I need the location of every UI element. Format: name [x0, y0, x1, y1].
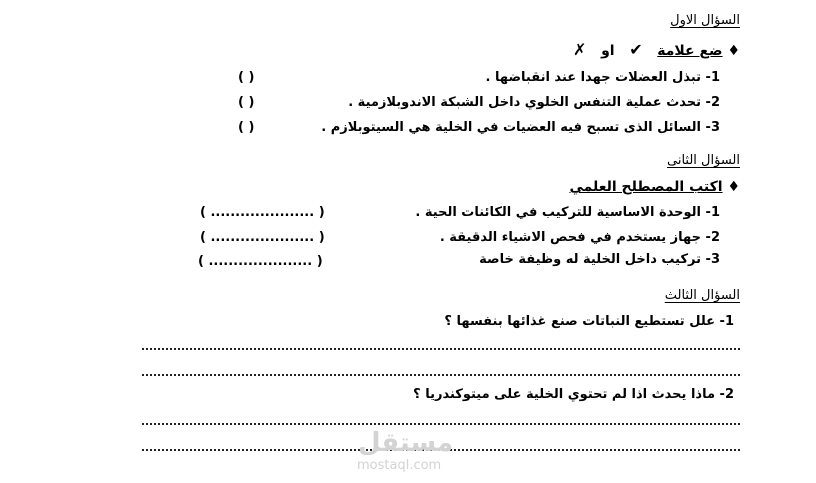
q1-answer-box-1[interactable]: ( ) — [238, 70, 255, 85]
cross-mark-icon: ✗ — [573, 40, 587, 59]
q3-title: السؤال الثالث — [664, 288, 740, 303]
q2-answer-blank-2[interactable]: ( ..................... ) — [200, 230, 325, 245]
bullet-diamond-icon: ♦ — [727, 43, 740, 59]
item-number: 1- — [705, 205, 720, 220]
or-word: او — [601, 43, 615, 59]
q3-item-2 — [413, 387, 734, 402]
item-text: ماذا يحدث اذا لم تحتوي الخلية على ميتوكندريا ؟ — [413, 387, 716, 402]
q1-answer-box-2[interactable]: ( ) — [238, 95, 255, 110]
q1-answer-box-3[interactable]: ( ) — [238, 120, 255, 135]
answer-line[interactable] — [142, 348, 740, 350]
q3-item-1 — [444, 314, 734, 329]
bullet-diamond-icon: ♦ — [727, 179, 740, 195]
q1-instruction: ضع علامة — [657, 43, 723, 59]
item-number: 2- — [705, 95, 720, 110]
item-text: تبذل العضلات جهدا عند انقباضها . — [485, 70, 702, 85]
answer-line[interactable] — [142, 423, 740, 425]
q2-item-3 — [479, 252, 720, 267]
q2-item-2 — [440, 230, 720, 245]
q1-item-2 — [348, 95, 720, 110]
answer-line[interactable] — [142, 374, 740, 376]
item-number: 3- — [705, 120, 720, 135]
item-text: تحدث عملية التنفس الخلوي داخل الشبكة الاندوبلازمية . — [348, 95, 702, 110]
item-number: 3- — [705, 252, 720, 267]
q2-answer-blank-1[interactable]: ( ..................... ) — [200, 205, 325, 220]
q2-instruction-row — [569, 179, 740, 195]
item-text: تركيب داخل الخلية له وظيفة خاصة — [479, 252, 702, 267]
item-text: علل تستطيع النباتات صنع غذائها بنفسها ؟ — [444, 314, 716, 329]
q1-item-1 — [486, 70, 720, 85]
q2-title: السؤال الثانى — [667, 153, 740, 168]
check-mark-icon: ✔ — [629, 40, 643, 59]
item-text: السائل الذى تسبح فيه العضيات في الخلية هي السيتوبلازم . — [321, 120, 702, 135]
item-number: 1- — [705, 70, 720, 85]
q2-answer-blank-3[interactable]: ( ..................... ) — [198, 254, 323, 269]
q1-title: السؤال الاول — [670, 13, 740, 28]
item-number: 1- — [719, 314, 734, 329]
watermark-logo: مستقل — [358, 428, 454, 458]
item-text: الوحدة الاساسية للتركيب في الكائنات الحية . — [415, 205, 702, 220]
item-text: جهاز يستخدم في فحص الاشياء الدقيقة . — [439, 230, 702, 245]
item-number: 2- — [719, 387, 734, 402]
q1-item-3 — [321, 120, 720, 135]
q1-instruction-row — [573, 40, 740, 59]
item-number: 2- — [705, 230, 720, 245]
watermark-domain: mostaql.com — [357, 458, 442, 473]
q2-instruction: اكتب المصطلح العلمي — [569, 179, 723, 195]
q2-item-1 — [415, 205, 720, 220]
